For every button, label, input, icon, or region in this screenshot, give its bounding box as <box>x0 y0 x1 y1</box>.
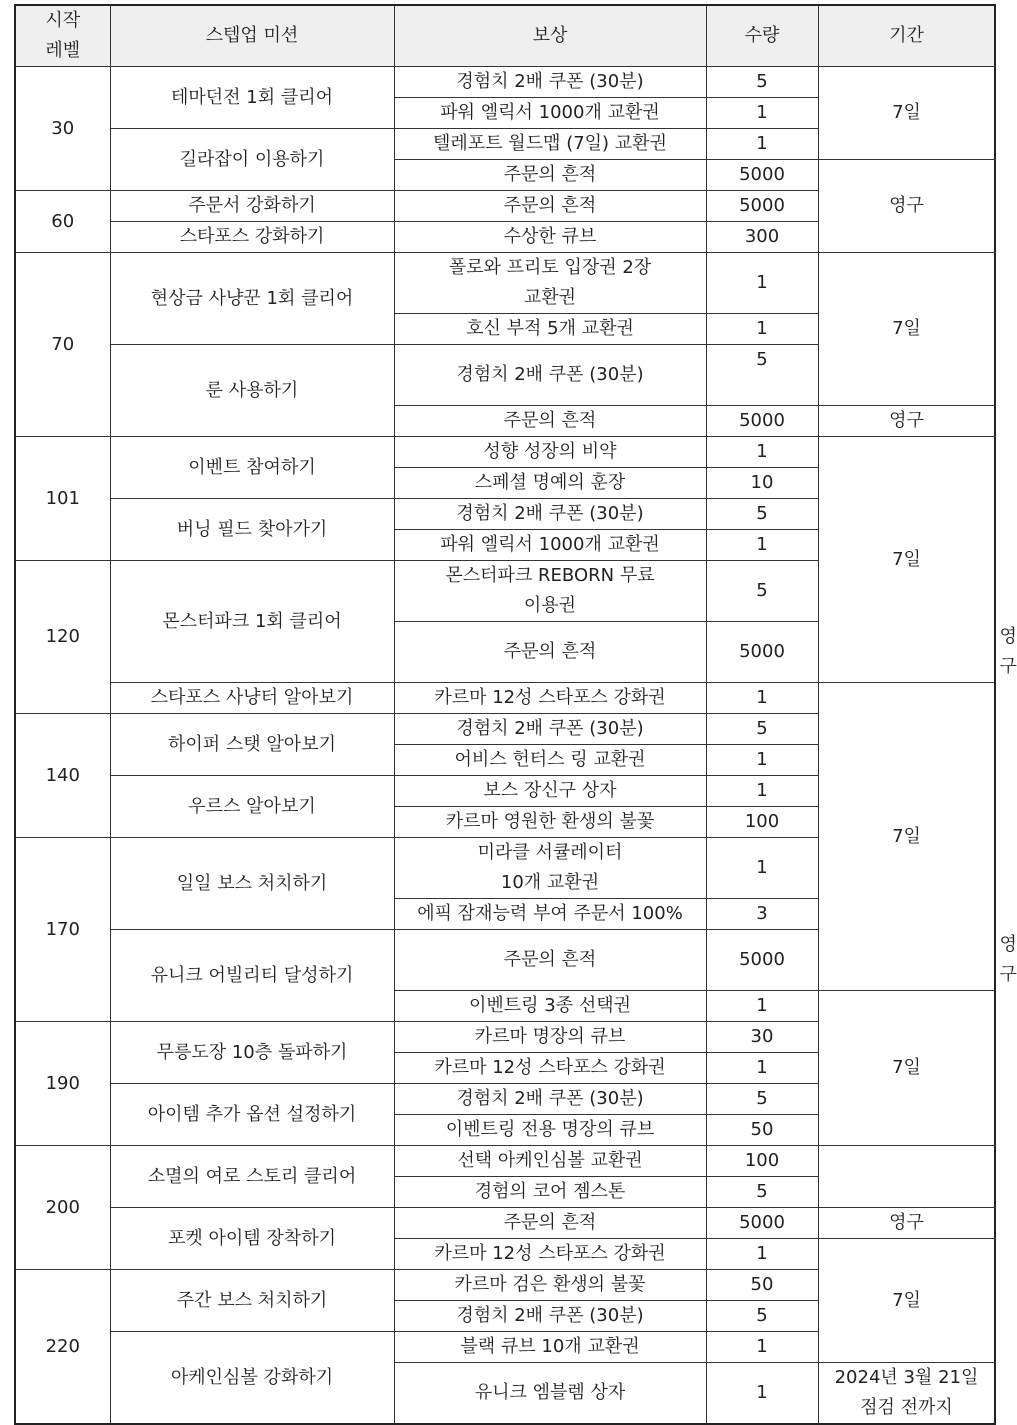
reward-cell: 유니크 엠블렘 상자 <box>394 1363 706 1425</box>
reward-cell: 경험치 2배 쿠폰 (30분) <box>394 1301 706 1332</box>
quantity-cell: 1 <box>706 1332 818 1363</box>
reward-cell: 텔레포트 월드맵 (7일) 교환권 <box>394 129 706 160</box>
reward-cell: 경험의 코어 젬스톤 <box>394 1177 706 1208</box>
mission-cell: 현상금 사냥꾼 1회 클리어 <box>110 253 394 345</box>
quantity-cell: 1 <box>706 838 818 899</box>
mission-cell: 하이퍼 스탯 알아보기 <box>110 714 394 776</box>
reward-cell: 경험치 2배 쿠폰 (30분) <box>394 499 706 530</box>
reward-cell: 주문의 흔적 <box>394 160 706 191</box>
reward-cell: 이벤트링 전용 명장의 큐브 <box>394 1115 706 1146</box>
quantity-cell: 1 <box>706 745 818 776</box>
mission-cell: 몬스터파크 1회 클리어 <box>110 561 394 683</box>
quantity-cell: 5 <box>706 1301 818 1332</box>
level-cell: 140 <box>15 714 110 838</box>
quantity-cell: 3 <box>706 899 818 930</box>
quantity-cell: 1 <box>706 1363 818 1425</box>
table-row <box>15 1146 995 1177</box>
reward-cell: 카르마 영원한 환생의 불꽃 <box>394 807 706 838</box>
mission-cell: 주간 보스 처치하기 <box>110 1270 394 1332</box>
reward-cell: 어비스 헌터스 링 교환권 <box>394 745 706 776</box>
period-cell: 7일 <box>818 991 995 1146</box>
quantity-cell: 5000 <box>706 191 818 222</box>
quantity-cell: 1 <box>706 253 818 314</box>
period-cell: 영구 <box>818 160 995 253</box>
reward-cell: 경험치 2배 쿠폰 (30분) <box>394 714 706 745</box>
quantity-cell: 5 <box>706 1084 818 1115</box>
mission-cell: 소멸의 여로 스토리 클리어 <box>110 1146 394 1208</box>
quantity-cell: 1 <box>706 776 818 807</box>
step-up-mission-table <box>14 4 1017 1425</box>
quantity-cell: 1 <box>706 530 818 561</box>
reward-cell: 수상한 큐브 <box>394 222 706 253</box>
quantity-cell: 1 <box>706 1239 818 1270</box>
reward-cell: 이벤트링 3종 선택권 <box>394 991 706 1022</box>
table-row: 유니크 어빌리티 달성하기 주문의 흔적 5000 영구 <box>15 930 995 991</box>
reward-cell: 성향 성장의 비약 <box>394 437 706 468</box>
period-cell: 7일 <box>818 253 995 406</box>
quantity-cell: 1 <box>706 314 818 345</box>
quantity-cell: 10 <box>706 468 818 499</box>
quantity-cell: 1 <box>706 991 818 1022</box>
mission-cell: 아이템 추가 옵션 설정하기 <box>110 1084 394 1146</box>
period-cell: 영구 <box>818 1208 995 1239</box>
reward-cell: 선택 아케인심볼 교환권 <box>394 1146 706 1177</box>
quantity-cell: 5 <box>706 561 818 622</box>
period-cell: 7일 <box>818 437 995 683</box>
reward-cell: 파워 엘릭서 1000개 교환권 <box>394 530 706 561</box>
table-row: 주문의 흔적 5000 영구 <box>15 622 995 683</box>
quantity-cell: 100 <box>706 1146 818 1177</box>
mission-cell: 룬 사용하기 <box>110 345 394 437</box>
reward-cell: 경험치 2배 쿠폰 (30분) <box>394 67 706 98</box>
reward-cell: 미라클 서큘레이터 10개 교환권 <box>394 838 706 899</box>
quantity-cell: 5 <box>706 499 818 530</box>
reward-cell: 주문의 흔적 <box>394 622 706 683</box>
period-cell: 영구 <box>818 406 995 437</box>
mission-cell: 우르스 알아보기 <box>110 776 394 838</box>
reward-cell: 경험치 2배 쿠폰 (30분) <box>394 1084 706 1115</box>
quantity-cell: 300 <box>706 222 818 253</box>
table-row <box>15 253 995 314</box>
reward-cell: 주문의 흔적 <box>394 191 706 222</box>
quantity-cell: 1 <box>706 437 818 468</box>
mission-cell: 이벤트 참여하기 <box>110 437 394 499</box>
reward-cell: 에픽 잠재능력 부여 주문서 100% <box>394 899 706 930</box>
reward-cell: 주문의 흔적 <box>394 930 706 991</box>
reward-cell: 스페셜 명예의 훈장 <box>394 468 706 499</box>
reward-cell: 카르마 12성 스타포스 강화권 <box>394 1053 706 1084</box>
mission-cell: 무릉도장 10층 돌파하기 <box>110 1022 394 1084</box>
quantity-cell: 5000 <box>706 930 818 991</box>
reward-cell: 주문의 흔적 <box>394 406 706 437</box>
mission-cell: 일일 보스 처치하기 <box>110 838 394 930</box>
quantity-cell: 5 <box>706 345 818 406</box>
mission-cell: 길라잡이 이용하기 <box>110 129 394 191</box>
quantity-cell: 5 <box>706 714 818 745</box>
quantity-cell: 5 <box>706 1177 818 1208</box>
quantity-cell: 1 <box>706 683 818 714</box>
quantity-cell: 5000 <box>706 406 818 437</box>
level-cell: 30 <box>15 67 110 191</box>
table-row <box>15 67 995 98</box>
table-row <box>15 1208 995 1239</box>
reward-cell: 폴로와 프리토 입장권 2장 교환권 <box>394 253 706 314</box>
header-start-level: 시작 레벨 <box>15 5 110 67</box>
quantity-cell: 50 <box>706 1115 818 1146</box>
mission-cell: 아케인심볼 강화하기 <box>110 1332 394 1425</box>
level-cell: 60 <box>15 191 110 253</box>
mission-cell: 포켓 아이템 장착하기 <box>110 1208 394 1270</box>
level-cell: 120 <box>15 561 110 714</box>
quantity-cell: 1 <box>706 1053 818 1084</box>
mission-cell: 유니크 어빌리티 달성하기 <box>110 930 394 1022</box>
quantity-cell: 5 <box>706 67 818 98</box>
reward-cell: 카르마 명장의 큐브 <box>394 1022 706 1053</box>
reward-cell: 경험치 2배 쿠폰 (30분) <box>394 345 706 406</box>
reward-cell: 몬스터파크 REBORN 무료 이용권 <box>394 561 706 622</box>
period-cell: 7일 <box>818 683 995 991</box>
quantity-cell: 5000 <box>706 1208 818 1239</box>
level-cell: 70 <box>15 253 110 437</box>
reward-cell: 카르마 12성 스타포스 강화권 <box>394 683 706 714</box>
quantity-cell: 5000 <box>706 622 818 683</box>
period-cell: 2024년 3월 21일 점검 전까지 <box>818 1363 995 1425</box>
level-cell: 200 <box>15 1146 110 1270</box>
reward-cell: 파워 엘릭서 1000개 교환권 <box>394 98 706 129</box>
level-cell: 170 <box>15 838 110 1022</box>
period-cell: 7일 <box>818 67 995 160</box>
level-cell: 220 <box>15 1270 110 1425</box>
quantity-cell: 5000 <box>706 160 818 191</box>
header-row <box>15 5 995 67</box>
period-cell: 7일 <box>818 1239 995 1363</box>
quantity-cell: 1 <box>706 98 818 129</box>
quantity-cell: 50 <box>706 1270 818 1301</box>
header-mission: 스텝업 미션 <box>110 5 394 67</box>
header-reward: 보상 <box>394 5 706 67</box>
level-cell: 190 <box>15 1022 110 1146</box>
reward-cell: 카르마 검은 환생의 불꽃 <box>394 1270 706 1301</box>
mission-cell: 스타포스 사냥터 알아보기 <box>110 683 394 714</box>
reward-cell: 블랙 큐브 10개 교환권 <box>394 1332 706 1363</box>
table-row <box>15 437 995 468</box>
mission-cell: 테마던전 1회 클리어 <box>110 67 394 129</box>
table-row <box>15 683 995 714</box>
mission-cell: 주문서 강화하기 <box>110 191 394 222</box>
reward-cell: 호신 부적 5개 교환권 <box>394 314 706 345</box>
reward-cell: 주문의 흔적 <box>394 1208 706 1239</box>
quantity-cell: 1 <box>706 129 818 160</box>
quantity-cell: 30 <box>706 1022 818 1053</box>
header-quantity: 수량 <box>706 5 818 67</box>
reward-cell: 카르마 12성 스타포스 강화권 <box>394 1239 706 1270</box>
level-cell: 101 <box>15 437 110 561</box>
quantity-cell: 100 <box>706 807 818 838</box>
reward-cell: 보스 장신구 상자 <box>394 776 706 807</box>
mission-cell: 버닝 필드 찾아가기 <box>110 499 394 561</box>
mission-cell: 스타포스 강화하기 <box>110 222 394 253</box>
header-period: 기간 <box>818 5 995 67</box>
